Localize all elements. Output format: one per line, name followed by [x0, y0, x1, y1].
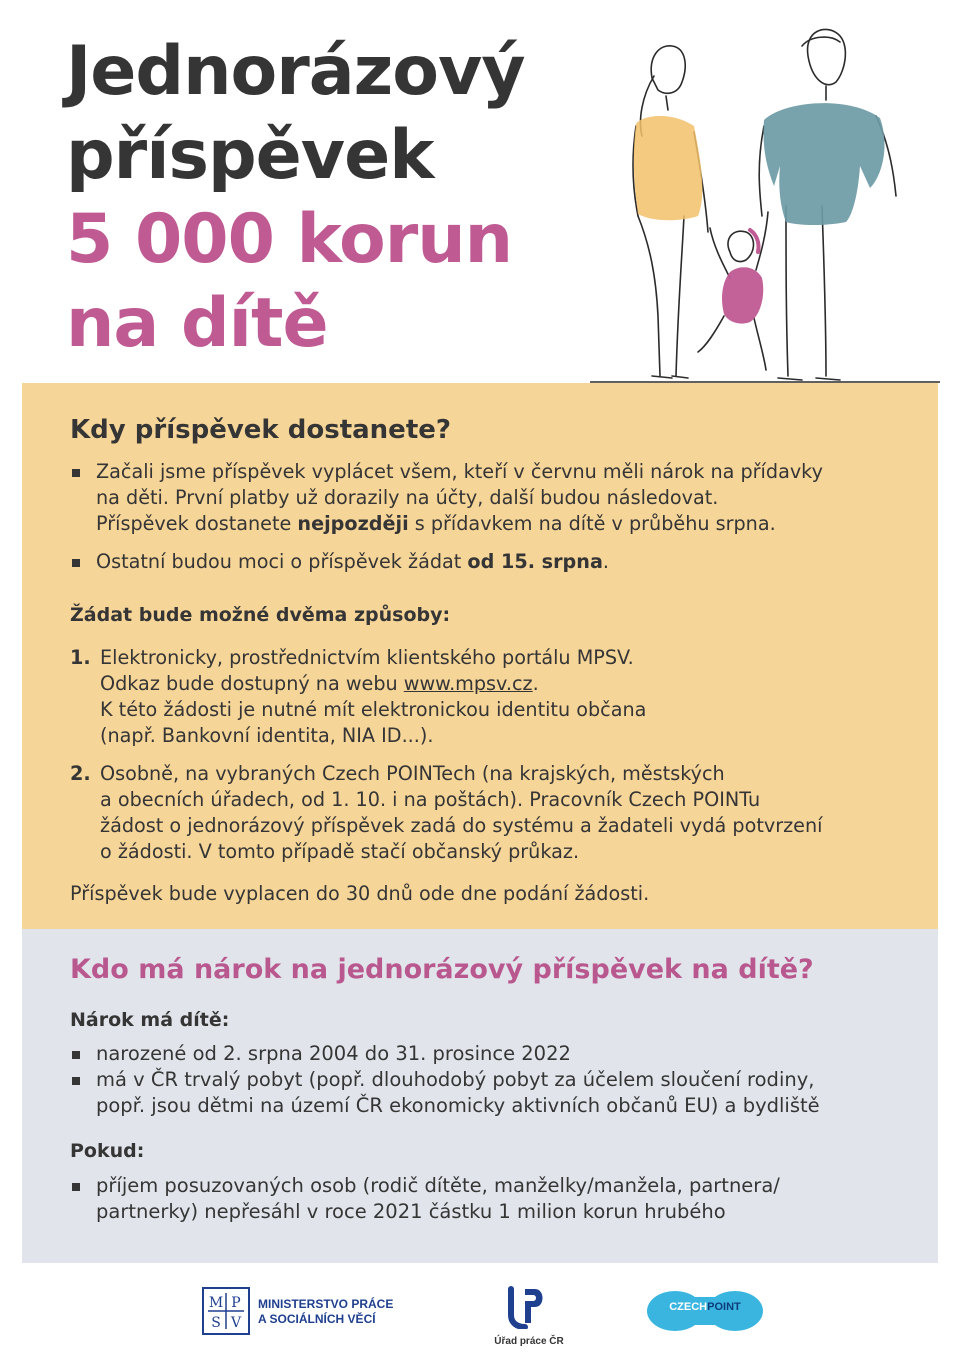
- page-title: [66, 30, 525, 366]
- bullet1-line3-pre: Příspěvek dostanete: [96, 512, 298, 535]
- if-bullet-line1: příjem posuzovaných osob (rodič dítěte, manželky/manžela, partnera/: [96, 1174, 780, 1197]
- if-heading: Pokud:: [70, 1140, 145, 1162]
- urad-prace-logo-icon: [505, 1285, 549, 1329]
- svg-text:V: V: [230, 1315, 242, 1331]
- if-bullet-list: [70, 1173, 930, 1225]
- list-item: [70, 1173, 930, 1225]
- way2-line4: o žádosti. V tomto případě stačí občanský průkaz.: [100, 840, 580, 863]
- mpsv-name: [258, 1297, 428, 1327]
- child-bullet-list: [70, 1041, 930, 1119]
- list-item: [70, 549, 930, 575]
- ways-list: [70, 645, 930, 865]
- bullet2-pre: Ostatní budou moci o příspěvek žádat: [96, 550, 468, 573]
- way2-line2: a obecních úřadech, od 1. 10. i na poštách). Pracovník Czech POINTu: [100, 788, 761, 811]
- svg-text:P: P: [231, 1295, 241, 1311]
- child-heading: Nárok má dítě:: [70, 1009, 230, 1031]
- section-who: [22, 929, 938, 1263]
- svg-text:M: M: [208, 1295, 224, 1311]
- section-when-heading: Kdy příspěvek dostanete?: [70, 415, 451, 445]
- urad-prace-name: Úřad práce ČR: [494, 1336, 564, 1347]
- title-line-4: na dítě: [66, 284, 328, 363]
- mpsv-link[interactable]: www.mpsv.cz: [403, 672, 533, 695]
- way2-number: 2.: [70, 762, 91, 785]
- czechpoint-part1: CZECH: [669, 1301, 708, 1313]
- if-bullet-line2: partnerky) nepřesáhl v roce 2021 částku 1 milion korun hrubého: [96, 1200, 726, 1223]
- footer-logos: [0, 1263, 960, 1362]
- list-item: [70, 645, 930, 749]
- czechpoint-part2: POINT: [707, 1301, 741, 1313]
- bullet1-line3-post: s přídavkem na dítě v průběhu srpna.: [408, 512, 776, 535]
- way1-line2-pre: Odkaz bude dostupný na webu: [100, 672, 404, 695]
- bullet2-bold: od 15. srpna: [467, 550, 603, 573]
- list-item: [70, 761, 930, 865]
- way1-line3: K této žádosti je nutné mít elektronickou identitu občana: [100, 698, 647, 721]
- way2-line3: žádost o jednorázový příspěvek zadá do systému a žadateli vydá potvrzení: [100, 814, 823, 837]
- bullet1-line3-bold: nejpozději: [297, 512, 409, 535]
- bullet2-post: .: [602, 550, 610, 573]
- title-line-1: Jednorázový: [66, 32, 525, 111]
- list-item: [70, 1041, 930, 1067]
- list-item: [70, 459, 930, 537]
- mpsv-name-line1: MINISTERSTVO PRÁCE: [258, 1297, 394, 1311]
- when-bullet-list: [70, 459, 930, 575]
- title-line-2: příspěvek: [66, 116, 434, 195]
- way2-line1: Osobně, na vybraných Czech POINTech (na krajských, městských: [100, 762, 725, 785]
- way1-line4: (např. Bankovní identita, NIA ID...).: [100, 724, 434, 747]
- bullet1-line1: Začali jsme příspěvek vyplácet všem, kteří v červnu měli nárok na přídavky: [96, 460, 823, 483]
- way1-line2-post: .: [532, 672, 539, 695]
- payment-deadline-text: Příspěvek bude vyplacen do 30 dnů ode dne podání žádosti.: [70, 882, 650, 905]
- mpsv-name-line2: A SOCIÁLNÍCH VĚCÍ: [258, 1312, 376, 1326]
- way1-line1: Elektronicky, prostřednictvím klientského portálu MPSV.: [100, 646, 634, 669]
- family-illustration: [590, 16, 940, 386]
- section-who-heading: Kdo má nárok na jednorázový příspěvek na dítě?: [70, 954, 814, 985]
- child-bullet2-line2: popř. jsou dětmi na území ČR ekonomicky aktivních občanů EU) a bydliště: [96, 1094, 820, 1117]
- ways-heading: Žádat bude možné dvěma způsoby:: [70, 604, 451, 626]
- child-bullet2-line1: má v ČR trvalý pobyt (popř. dlouhodobý pobyt za účelem sloučení rodiny,: [96, 1068, 815, 1091]
- way1-number: 1.: [70, 646, 91, 669]
- svg-text:S: S: [211, 1315, 221, 1331]
- mpsv-logo-icon: [202, 1287, 250, 1335]
- bullet1-line2: na děti. První platby už dorazily na účty, další budou následovat.: [96, 486, 719, 509]
- czechpoint-logo-text: [645, 1301, 765, 1313]
- child-bullet1-line1: narozené od 2. srpna 2004 do 31. prosince 2022: [96, 1042, 571, 1065]
- section-when: [22, 383, 938, 929]
- title-line-3: 5 000 korun: [66, 200, 513, 279]
- list-item: [70, 1067, 930, 1119]
